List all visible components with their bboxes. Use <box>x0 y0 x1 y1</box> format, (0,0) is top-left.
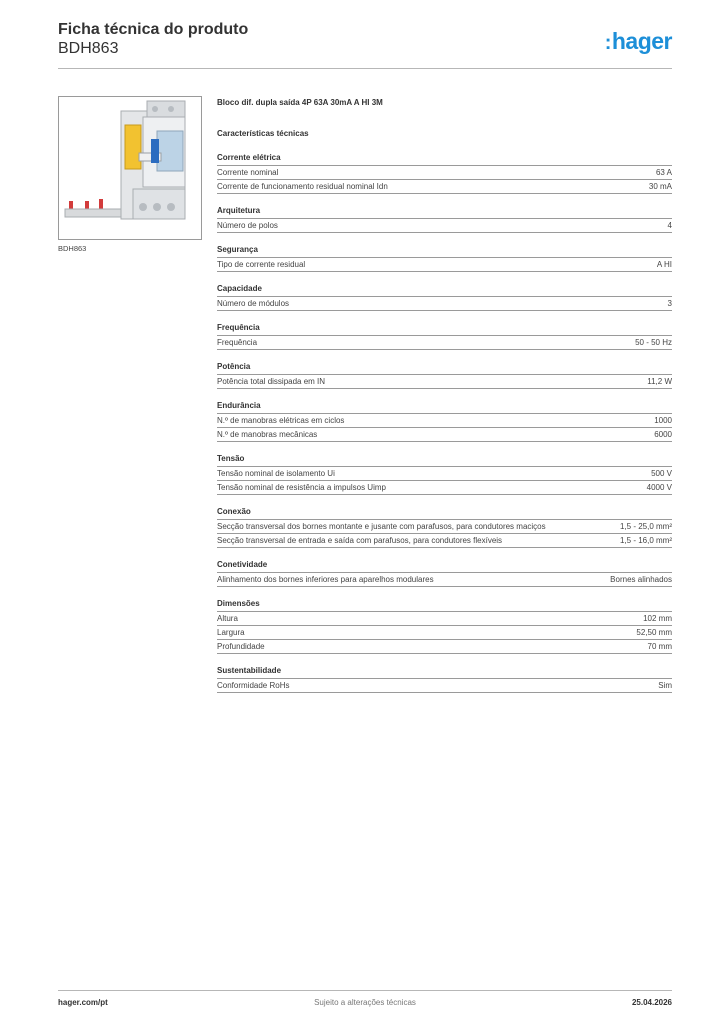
spec-group <box>217 282 672 311</box>
spec-value: 4 <box>667 221 672 230</box>
spec-row <box>217 428 672 442</box>
spec-group <box>217 664 672 693</box>
spec-group <box>217 597 672 654</box>
spec-group-title: Corrente elétrica <box>217 151 672 166</box>
spec-value: 63 A <box>655 168 672 177</box>
spec-group-title: Conexão <box>217 505 672 520</box>
spec-group <box>217 399 672 442</box>
image-caption: BDH863 <box>58 244 87 253</box>
spec-label: Altura <box>217 614 238 623</box>
spec-group-title: Dimensões <box>217 597 672 612</box>
spec-row <box>217 573 672 587</box>
spec-value: 11,2 W <box>647 377 672 386</box>
footer-note: Sujeito a alterações técnicas <box>314 998 416 1007</box>
spec-row <box>217 166 672 180</box>
spec-label: Largura <box>217 628 245 637</box>
footer-divider <box>58 990 672 991</box>
spec-label: Secção transversal dos bornes montante e jusante com parafusos, para condutores maciços <box>217 522 546 531</box>
spec-row <box>217 258 672 272</box>
spec-value: 30 mA <box>648 182 672 191</box>
logo-text: hager <box>611 28 672 54</box>
spec-row <box>217 219 672 233</box>
product-illustration <box>59 97 201 239</box>
product-code: BDH863 <box>58 40 119 57</box>
spec-value: Bornes alinhados <box>610 575 672 584</box>
spec-value: 3 <box>667 299 672 308</box>
spec-label: Conformidade RoHs <box>217 681 290 690</box>
spec-label: Potência total dissipada em IN <box>217 377 326 386</box>
spec-label: Profundidade <box>217 642 265 651</box>
spec-value: 52,50 mm <box>636 628 672 637</box>
footer-website[interactable]: hager.com/pt <box>58 998 108 1007</box>
spec-group <box>217 360 672 389</box>
spec-label: Tensão nominal de isolamento Ui <box>217 469 335 478</box>
spec-label: Número de módulos <box>217 299 290 308</box>
spec-row <box>217 336 672 350</box>
spec-group <box>217 505 672 548</box>
product-image <box>58 96 202 240</box>
spec-label: Número de polos <box>217 221 278 230</box>
spec-group <box>217 321 672 350</box>
spec-group <box>217 243 672 272</box>
spec-group <box>217 558 672 587</box>
spec-value: 4000 V <box>646 483 672 492</box>
spec-row <box>217 180 672 194</box>
spec-group-title: Sustentabilidade <box>217 664 672 679</box>
spec-label: Frequência <box>217 338 258 347</box>
spec-group-title: Potência <box>217 360 672 375</box>
spec-label: N.º de manobras elétricas em ciclos <box>217 416 345 425</box>
spec-row <box>217 481 672 495</box>
spec-group-title: Frequência <box>217 321 672 336</box>
spec-group-title: Conetividade <box>217 558 672 573</box>
spec-group-title: Capacidade <box>217 282 672 297</box>
spec-group <box>217 151 672 194</box>
spec-row <box>217 520 672 534</box>
spec-value: 102 mm <box>643 614 672 623</box>
product-name: Bloco dif. dupla saída 4P 63A 30mA A HI 3M <box>217 98 383 107</box>
spec-row <box>217 640 672 654</box>
spec-label: N.º de manobras mecânicas <box>217 430 318 439</box>
spec-row <box>217 534 672 548</box>
spec-row <box>217 297 672 311</box>
spec-value: 50 - 50 Hz <box>635 338 672 347</box>
spec-value: A HI <box>656 260 672 269</box>
spec-row <box>217 612 672 626</box>
header-divider <box>58 68 672 69</box>
spec-row <box>217 467 672 481</box>
spec-value: 500 V <box>651 469 672 478</box>
spec-row <box>217 375 672 389</box>
spec-group-title: Tensão <box>217 452 672 467</box>
technical-characteristics-title: Características técnicas <box>217 129 309 138</box>
spec-group-title: Endurância <box>217 399 672 414</box>
spec-group-title: Arquitetura <box>217 204 672 219</box>
spec-group <box>217 204 672 233</box>
footer-date: 25.04.2026 <box>631 998 672 1007</box>
spec-label: Corrente de funcionamento residual nominal Idn <box>217 182 388 191</box>
spec-value: 6000 <box>654 430 672 439</box>
page-header <box>58 20 672 70</box>
spec-label: Secção transversal de entrada e saída com parafusos, para condutores flexíveis <box>217 536 503 545</box>
spec-value: 1000 <box>654 416 672 425</box>
spec-value: 1,5 - 16,0 mm² <box>619 536 672 545</box>
spec-value: 70 mm <box>647 642 672 651</box>
spec-label: Alinhamento dos bornes inferiores para aparelhos modulares <box>217 575 434 584</box>
spec-row <box>217 626 672 640</box>
spec-label: Corrente nominal <box>217 168 279 177</box>
spec-row <box>217 414 672 428</box>
page-title: Ficha técnica do produto <box>58 21 249 38</box>
spec-groups <box>217 151 672 693</box>
spec-value: 1,5 - 25,0 mm² <box>619 522 672 531</box>
spec-label: Tipo de corrente residual <box>217 260 306 269</box>
hager-logo[interactable]: :hager <box>604 28 672 54</box>
spec-group-title: Segurança <box>217 243 672 258</box>
spec-value: Sim <box>658 681 672 690</box>
spec-group <box>217 452 672 495</box>
spec-label: Tensão nominal de resistência a impulsos Uimp <box>217 483 386 492</box>
spec-row <box>217 679 672 693</box>
spec-section <box>217 96 672 693</box>
